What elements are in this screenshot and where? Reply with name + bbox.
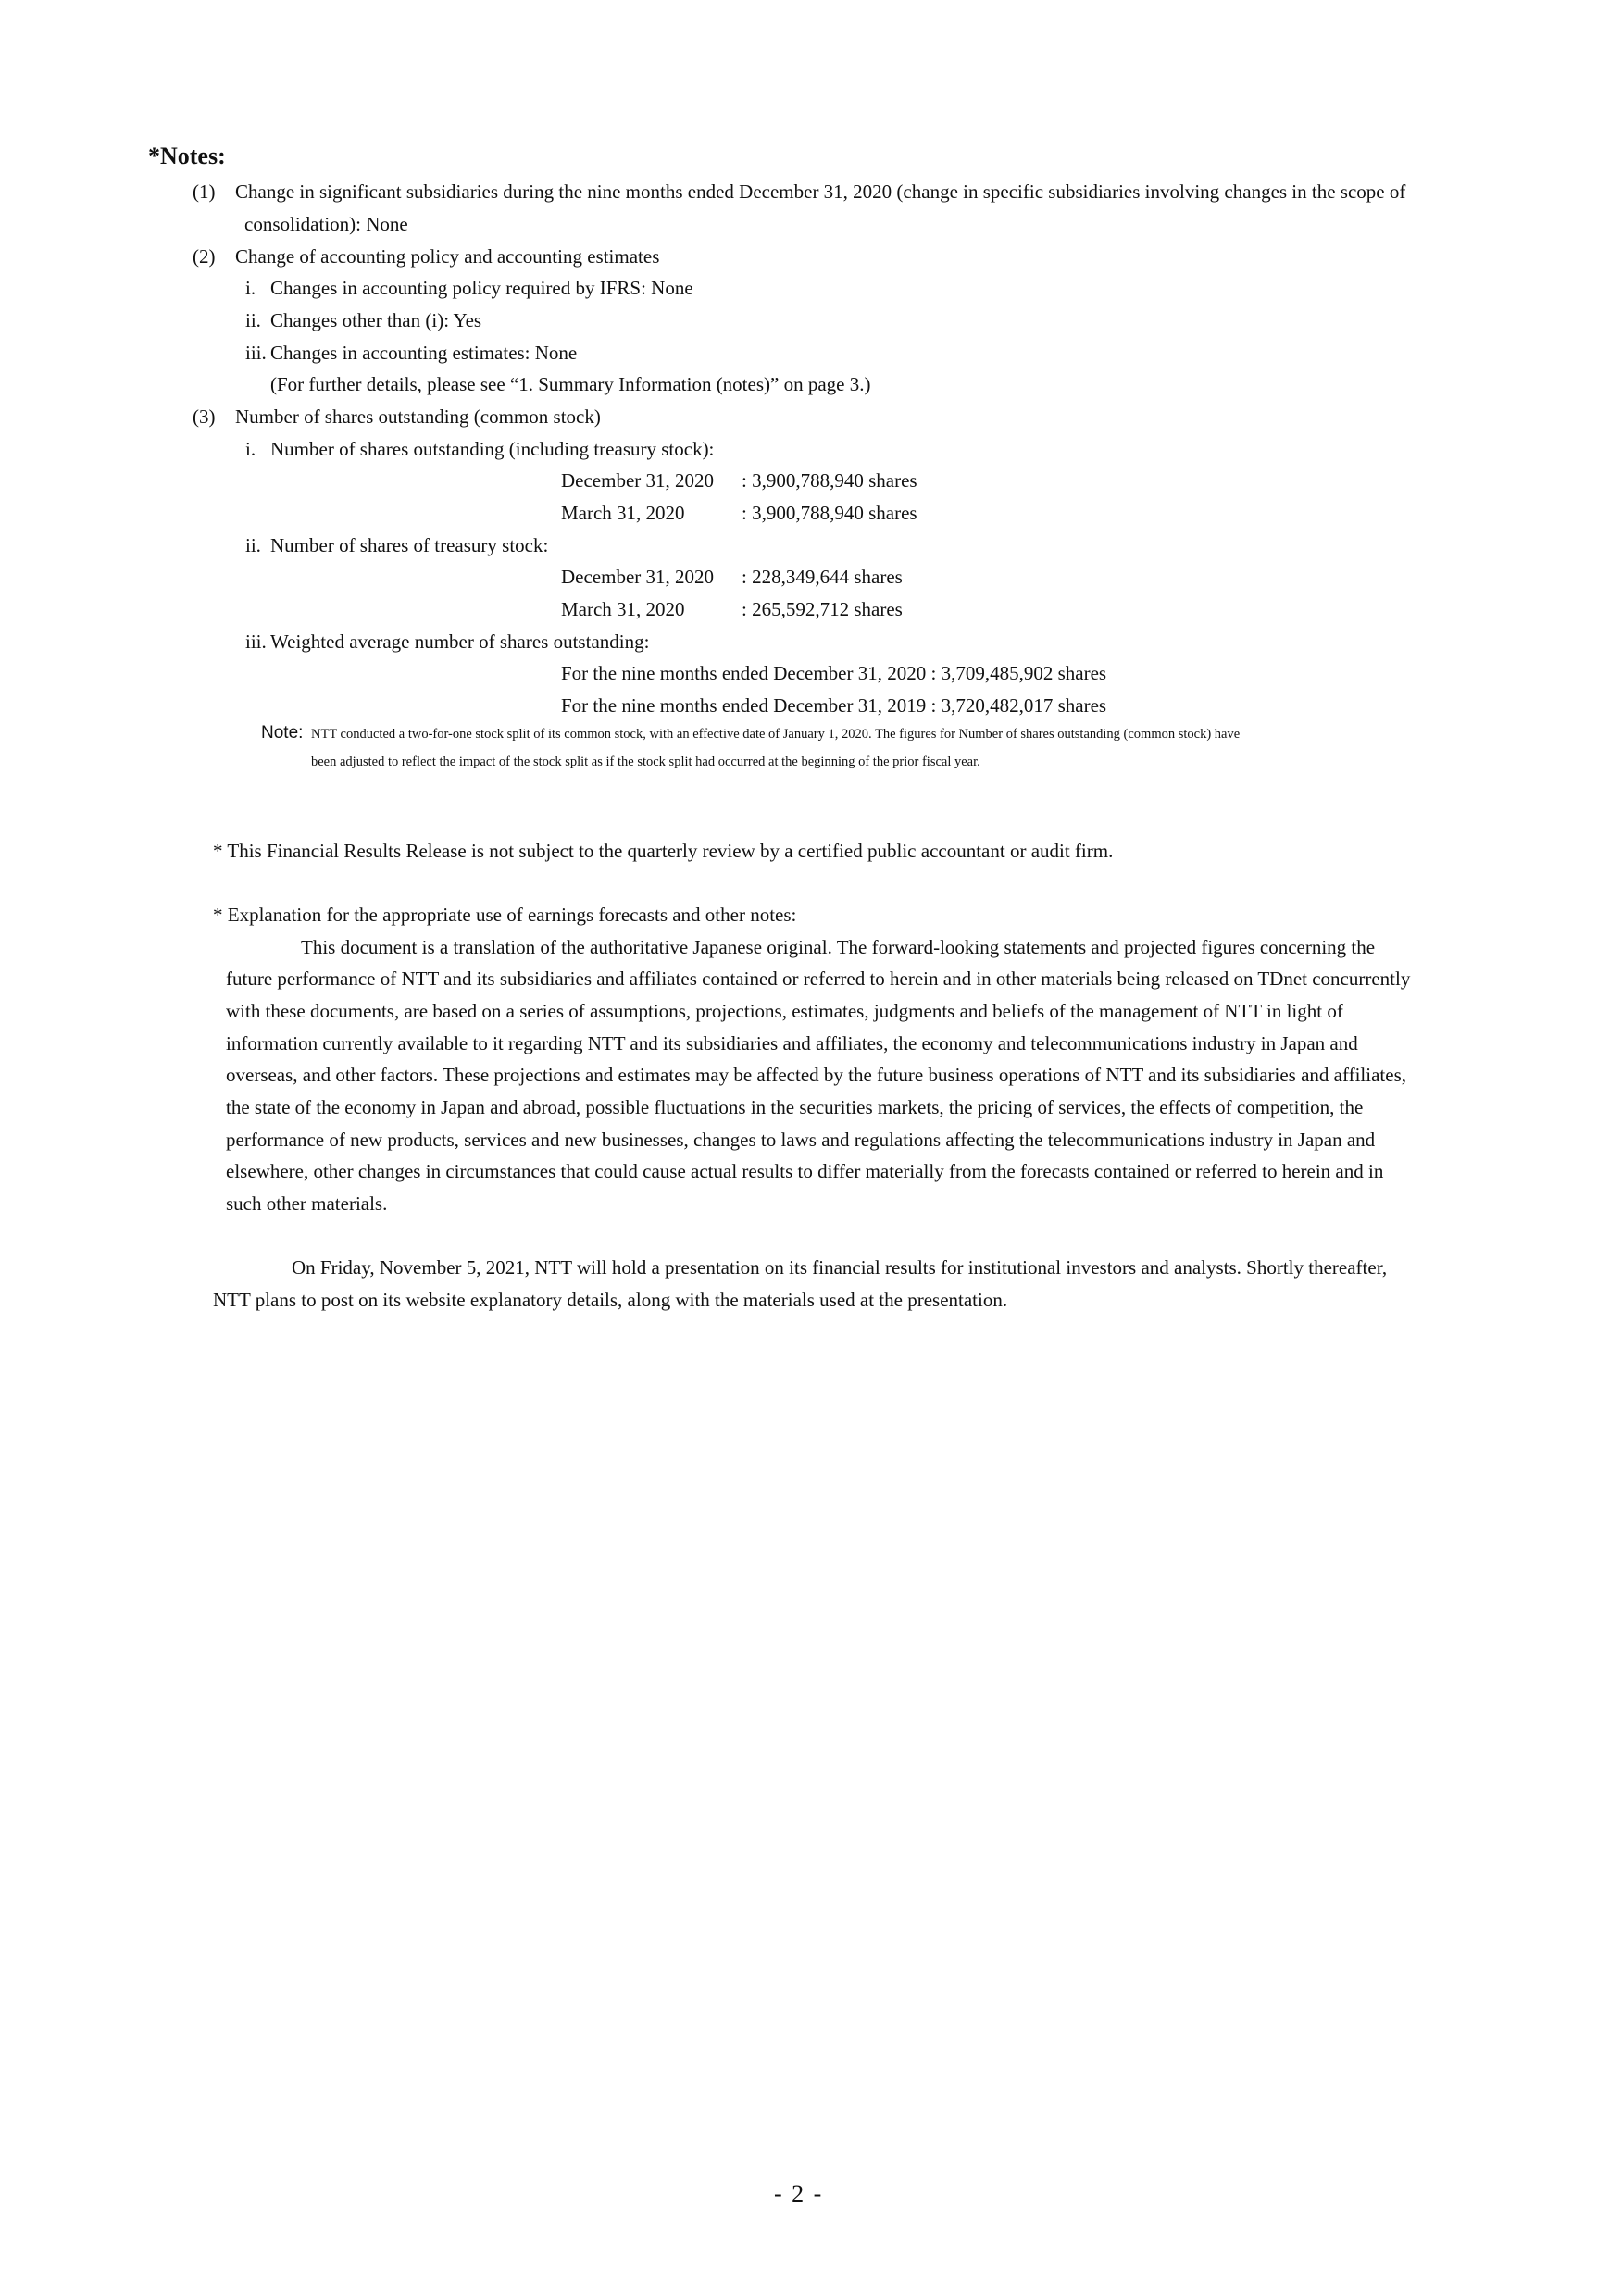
explanation-line: information currently available to it regarding NTT and its subsidiaries and affiliates, the economy and telecommunications industry in Japan and [226, 1032, 1358, 1054]
shares-outstanding-value: : 3,900,788,940 shares [742, 469, 917, 492]
item1-line1: Change in significant subsidiaries during the nine months ended December 31, 2020 (change in specific subsidiaries involving changes in the scope of [235, 181, 1406, 203]
item2-i-marker: i. [245, 277, 256, 299]
explanation-heading: * Explanation for the appropriate use of earnings forecasts and other notes: [213, 904, 797, 926]
item1-number: (1) [193, 181, 216, 203]
treasury-stock-date: December 31, 2020 [561, 566, 715, 588]
explanation-line: This document is a translation of the authoritative Japanese original. The forward-looking statements and projected figures concerning the [301, 936, 1376, 958]
item3-iii-marker: iii. [245, 630, 267, 653]
item3-iii-text: Weighted average number of shares outstanding: [270, 630, 650, 653]
weighted-average-row: For the nine months ended December 31, 2019 : 3,720,482,017 shares [561, 694, 1107, 717]
item1-line2: consolidation): None [244, 213, 408, 235]
item3-ii-marker: ii. [245, 534, 261, 556]
item3-i-text: Number of shares outstanding (including treasury stock): [270, 438, 715, 460]
treasury-stock-value: : 265,592,712 shares [742, 598, 903, 620]
explanation-line: elsewhere, other changes in circumstances that could cause actual results to differ materially from the forecasts contained or referred to herein and in [226, 1160, 1384, 1182]
item2-i-text: Changes in accounting policy required by IFRS: None [270, 277, 693, 299]
item3-title: Number of shares outstanding (common stock) [235, 406, 601, 428]
explanation-line: such other materials. [226, 1192, 388, 1215]
presentation-line: On Friday, November 5, 2021, NTT will hold a presentation on its financial results for institutional investors and analysts. Shortly thereafter, [292, 1256, 1388, 1279]
shares-outstanding-date: March 31, 2020 [561, 502, 685, 524]
explanation-line: performance of new products, services and new businesses, changes to laws and regulations affecting the telecommunications industry in Japan and [226, 1129, 1376, 1151]
item3-number: (3) [193, 406, 216, 428]
notes-heading: *Notes: [148, 143, 226, 169]
item3-i-marker: i. [245, 438, 256, 460]
item2-details: (For further details, please see “1. Summary Information (notes)” on page 3.) [270, 373, 871, 395]
shares-outstanding-date: December 31, 2020 [561, 469, 715, 492]
item2-ii-marker: ii. [245, 309, 261, 331]
note-line1: NTT conducted a two-for-one stock split of its common stock, with an effective date of January 1, 2020. The figures for Number of shares outstanding (common stock) have [311, 727, 1241, 742]
explanation-line: future performance of NTT and its subsidiaries and affiliates contained or referred to herein and in other materials being released on TDnet concurrently [226, 967, 1411, 990]
explanation-line: with these documents, are based on a series of assumptions, projections, estimates, judgments and beliefs of the management of NTT in light of [226, 1000, 1343, 1022]
shares-outstanding-value: : 3,900,788,940 shares [742, 502, 917, 524]
treasury-stock-value: : 228,349,644 shares [742, 566, 903, 588]
item2-title: Change of accounting policy and accounting estimates [235, 245, 660, 268]
treasury-stock-date: March 31, 2020 [561, 598, 685, 620]
explanation-line: overseas, and other factors. These projections and estimates may be affected by the future business operations of NTT and its subsidiaries and affiliates, [226, 1064, 1406, 1086]
item3-ii-text: Number of shares of treasury stock: [270, 534, 549, 556]
item2-iii-text: Changes in accounting estimates: None [270, 342, 578, 364]
item2-iii-marker: iii. [245, 342, 267, 364]
item2-ii-text: Changes other than (i): Yes [270, 309, 482, 331]
item2-number: (2) [193, 245, 216, 268]
note-label: Note: [261, 723, 304, 742]
review-note: * This Financial Results Release is not subject to the quarterly review by a certified public accountant or audit firm. [213, 840, 1114, 862]
note-line2: been adjusted to reflect the impact of the stock split as if the stock split had occurred at the beginning of the prior fiscal year. [311, 755, 980, 769]
page-number: - 2 - [774, 2180, 824, 2207]
presentation-line: NTT plans to post on its website explanatory details, along with the materials used at the presentation. [213, 1289, 1008, 1311]
explanation-line: the state of the economy in Japan and abroad, possible fluctuations in the securities markets, the pricing of services, the effects of competition, the [226, 1096, 1364, 1118]
weighted-average-row: For the nine months ended December 31, 2020 : 3,709,485,902 shares [561, 662, 1107, 684]
